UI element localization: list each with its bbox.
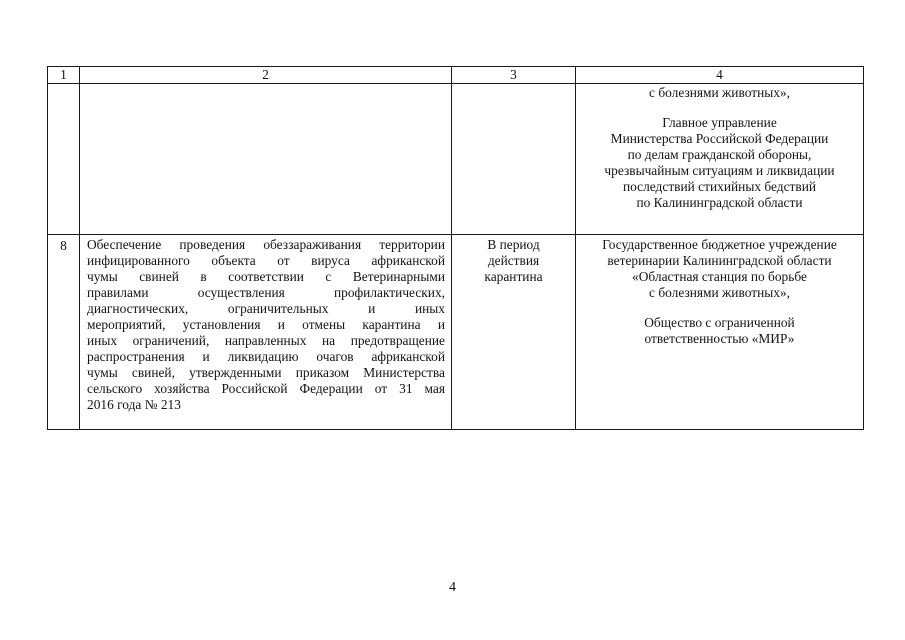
table-row-8	[48, 235, 864, 430]
measure-line: чумы свиней, утвержденными приказом Министерства	[87, 365, 445, 380]
executor-line: Общество с ограниченной	[644, 315, 795, 330]
period-cell	[452, 235, 576, 430]
header-col-2: 2	[80, 67, 452, 84]
period-line: действия	[487, 253, 540, 268]
executor-line: Государственное бюджетное учреждение	[602, 237, 837, 252]
measure-line: 2016 года № 213	[87, 397, 181, 412]
cont-org-line: последствий стихийных бедствий	[622, 179, 817, 194]
cont-cell-2	[80, 84, 452, 235]
table-header-row	[48, 67, 864, 84]
header-col-1: 1	[48, 67, 80, 84]
executors-cell	[576, 235, 864, 430]
cont-cell-1	[48, 84, 80, 235]
measure-line: распространения и ликвидацию очагов африканской	[87, 349, 445, 364]
measure-line: правилами осуществления профилактических,	[87, 285, 445, 300]
cont-org-line: Главное управление	[662, 115, 777, 130]
cont-cell-executors	[576, 84, 864, 235]
table-row-continued	[48, 84, 864, 235]
cont-first-line: с болезнями животных»,	[649, 85, 790, 100]
cont-org-line: по Калининградской области	[636, 195, 803, 210]
measure-line: диагностических, ограничительных и иных	[87, 301, 445, 316]
measure-line: иных ограничений, направленных на предотвращение	[87, 333, 445, 348]
measure-line: инфицированного объекта от вируса африканской	[87, 253, 445, 268]
cont-org-line: Министерства Российской Федерации	[610, 131, 829, 146]
measure-line: мероприятий, установления и отмены карантина и	[87, 317, 445, 332]
cont-org-line: по делам гражданской обороны,	[627, 147, 812, 162]
measure-line: Обеспечение проведения обеззараживания территории	[87, 237, 445, 252]
header-col-3: 3	[452, 67, 576, 84]
cont-cell-3	[452, 84, 576, 235]
cont-org-line: чрезвычайным ситуациям и ликвидации	[604, 163, 835, 178]
measure-line: сельского хозяйства Российской Федерации от 31 мая	[87, 381, 445, 396]
page-number: 4	[449, 580, 456, 595]
measures-table	[47, 66, 864, 430]
measure-line: чумы свиней в соответствии с Ветеринарными	[87, 269, 445, 284]
executor-line: «Областная станция по борьбе	[632, 269, 807, 284]
header-col-4: 4	[576, 67, 864, 84]
cont-org-block	[576, 115, 863, 211]
period-line: В период	[487, 237, 540, 252]
executor-line: ответственностью «МИР»	[644, 331, 795, 346]
period-line: карантина	[484, 269, 543, 284]
executor-line: с болезнями животных»,	[649, 285, 790, 300]
measure-description	[80, 235, 452, 430]
executor-line: ветеринарии Калининградской области	[607, 253, 832, 268]
executor-second-block	[576, 315, 863, 347]
row-number: 8	[48, 235, 80, 430]
